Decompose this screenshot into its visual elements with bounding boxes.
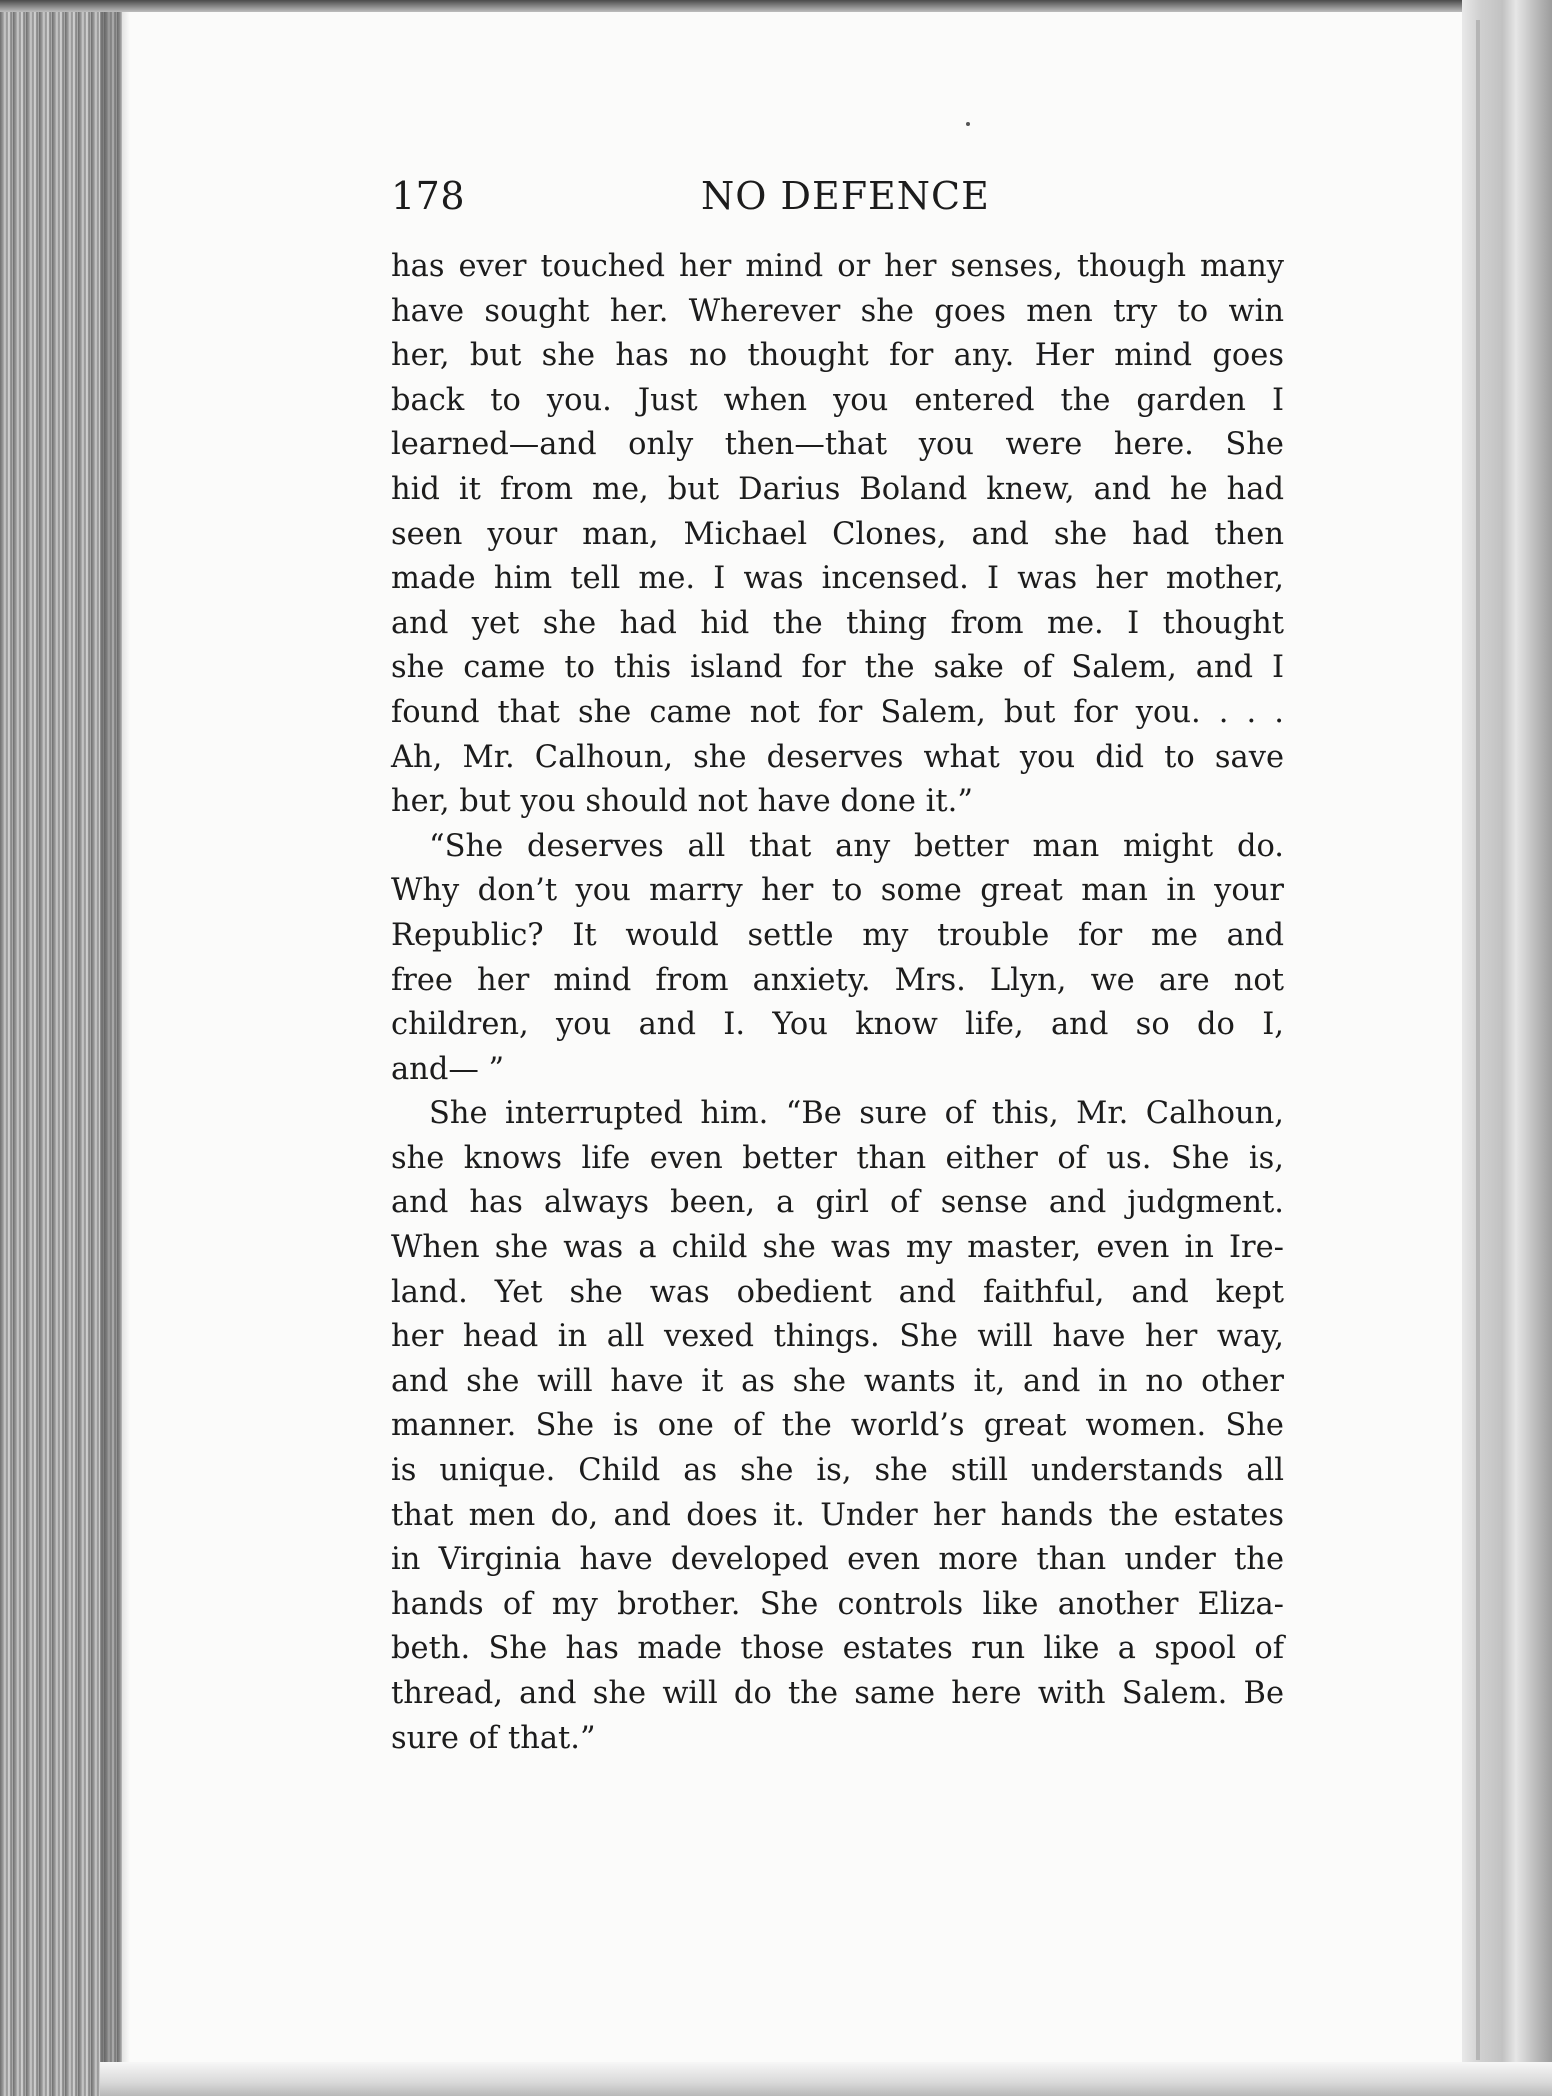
text-line: back to you. Just when you entered the garden I	[391, 382, 1284, 418]
text-line: her head in all vexed things. She will have her way,	[391, 1319, 1284, 1355]
text-line: she came to this island for the sake of Salem, and I	[391, 650, 1284, 686]
text-line: Ah, Mr. Calhoun, she deserves what you did to save	[391, 739, 1284, 775]
text-line: Republic? It would settle my trouble for me and	[391, 917, 1284, 953]
text-line: hands of my brother. She controls like another Eliza-	[391, 1586, 1284, 1622]
text-line: her, but she has no thought for any. Her mind goes	[391, 338, 1284, 374]
text-line: learned—and only then—that you were here. She	[391, 427, 1284, 463]
text-line: “She deserves all that any better man might do.	[429, 828, 1284, 864]
right-edge-line	[1476, 20, 1480, 2060]
text-line: thread, and she will do the same here with Salem. Be	[391, 1676, 1284, 1711]
text-line: she knows life even better than either of us. She is,	[391, 1140, 1284, 1176]
text-line: Why don’t you marry her to some great man in your	[391, 873, 1284, 909]
text-line: manner. She is one of the world’s great women. She	[391, 1408, 1284, 1444]
text-line: in Virginia have developed even more than under the	[391, 1542, 1284, 1578]
text-line: and she will have it as she wants it, and in no other	[391, 1363, 1284, 1399]
top-edge	[0, 0, 1552, 12]
text-line: free her mind from anxiety. Mrs. Llyn, we are not	[391, 962, 1284, 998]
text-line: beth. She has made those estates run like a spool of	[391, 1631, 1284, 1667]
text-line: She interrupted him. “Be sure of this, Mr. Calhoun,	[429, 1096, 1284, 1132]
book-bottom-edge	[100, 2062, 1552, 2096]
text-line: and has always been, a girl of sense and judgment.	[391, 1185, 1284, 1221]
text-line: sure of that.”	[391, 1720, 596, 1756]
text-line: made him tell me. I was incensed. I was her mother,	[391, 561, 1284, 597]
body-text	[391, 245, 1284, 1761]
text-line: is unique. Child as she is, she still understands all	[391, 1453, 1284, 1489]
text-line: has ever touched her mind or her senses, though many	[391, 249, 1284, 284]
gutter-shadow	[100, 0, 130, 2096]
text-line: found that she came not for Salem, but for you. . . .	[391, 694, 1284, 730]
running-head	[391, 168, 1284, 224]
scan-speck	[966, 122, 970, 126]
text-line: and yet she had hid the thing from me. I thought	[391, 605, 1284, 641]
text-line: that men do, and does it. Under her hands the estates	[391, 1497, 1284, 1533]
text-line: When she was a child she was my master, even in Ire-	[391, 1230, 1284, 1266]
text-line: land. Yet she was obedient and faithful, and kept	[391, 1274, 1284, 1310]
text-line: seen your man, Michael Clones, and she had then	[391, 516, 1284, 552]
text-line: and— ”	[391, 1051, 505, 1087]
text-line: have sought her. Wherever she goes men try to win	[391, 293, 1284, 329]
text-line: her, but you should not have done it.”	[391, 784, 973, 820]
text-line: children, you and I. You know life, and so do I,	[391, 1007, 1284, 1043]
text-line: hid it from me, but Darius Boland knew, and he had	[391, 471, 1284, 507]
running-title: NO DEFENCE	[701, 174, 990, 218]
page-number: 178	[391, 174, 466, 218]
